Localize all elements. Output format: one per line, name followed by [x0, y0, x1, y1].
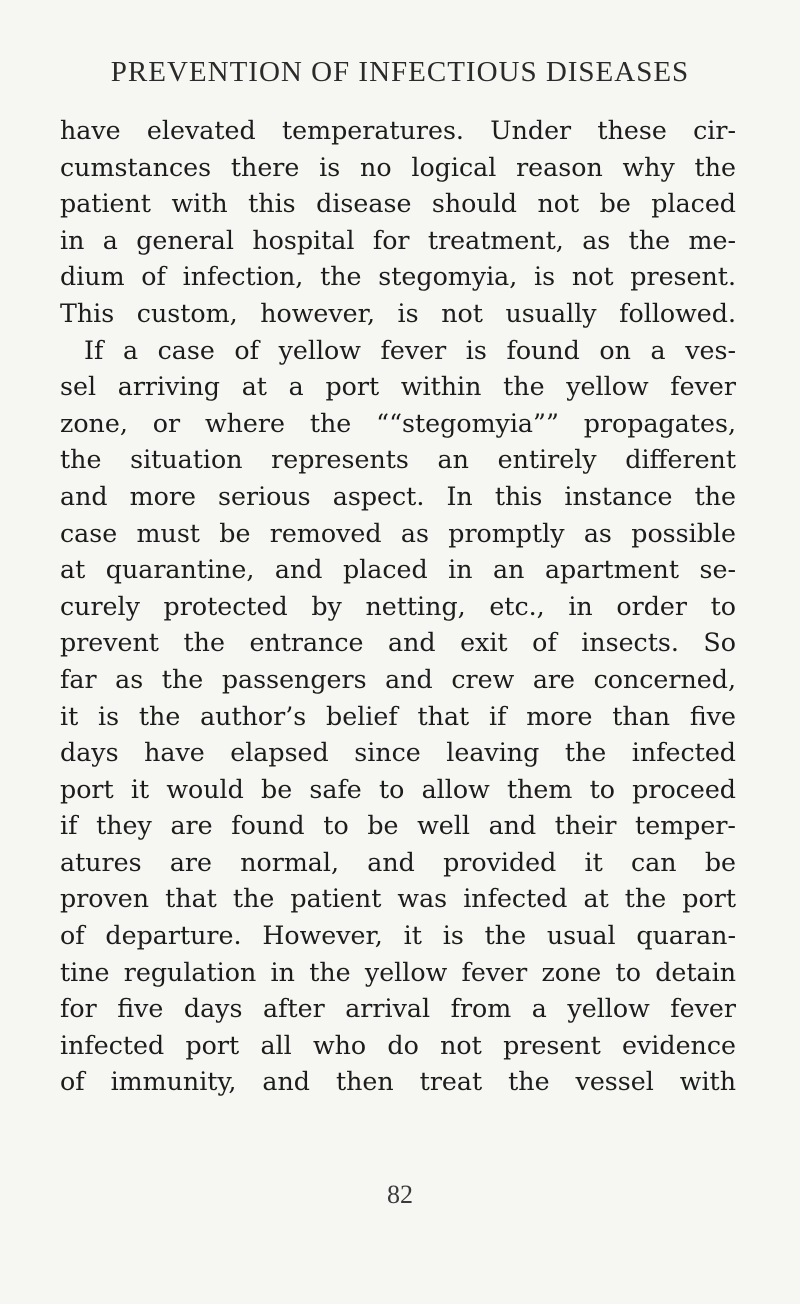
- text-line: have elevated temperatures. Under these cir-: [60, 116, 736, 145]
- text-line: dium of infection, the stegomyia, is not present.: [60, 262, 736, 292]
- text-line: of immunity, and then treat the vessel with: [60, 1067, 736, 1097]
- text-line: in a general hospital for treatment, as the me-: [60, 225, 736, 255]
- text-line: patient with this disease should not be placed: [60, 189, 736, 219]
- text-line: zone, or where the ““stegomyia”” propagates,: [60, 408, 736, 438]
- text-line: sel arriving at a port within the yellow fever: [60, 372, 736, 402]
- text-line: prevent the entrance and exit of insects. So: [60, 628, 736, 658]
- text-line: This custom, however, is not usually followed.: [60, 298, 736, 328]
- text-line: of departure. However, it is the usual quaran-: [60, 921, 736, 951]
- text-line: for five days after arrival from a yellow fever: [60, 994, 736, 1024]
- text-line: curely protected by netting, etc., in order to: [60, 591, 736, 621]
- text-line: tine regulation in the yellow fever zone to detain: [60, 957, 736, 987]
- text-line: atures are normal, and provided it can be: [60, 847, 736, 877]
- text-line: if they are found to be well and their temper-: [60, 811, 736, 841]
- text-line: infected port all who do not present evidence: [60, 1030, 736, 1060]
- text-line: at quarantine, and placed in an apartment se-: [60, 555, 736, 585]
- text-line: case must be removed as promptly as possible: [60, 518, 736, 548]
- text-line: proven that the patient was infected at the port: [60, 884, 736, 914]
- body-paragraphs: [60, 113, 736, 1101]
- text-line: and more serious aspect. In this instance the: [60, 481, 736, 511]
- running-head: PREVENTION OF INFECTIOUS DISEASES: [110, 56, 690, 88]
- text-line: days have elapsed since leaving the infected: [60, 738, 736, 768]
- text-line: port it would be safe to allow them to proceed: [60, 774, 736, 804]
- text-line: cumstances there is no logical reason why the: [60, 152, 736, 182]
- text-line: the situation represents an entirely different: [60, 445, 736, 475]
- text-line: If a case of yellow fever is found on a ves-: [84, 335, 736, 365]
- page-number: 82: [387, 1180, 413, 1209]
- text-line: it is the author’s belief that if more than five: [60, 701, 736, 731]
- text-line: far as the passengers and crew are concerned,: [60, 664, 736, 694]
